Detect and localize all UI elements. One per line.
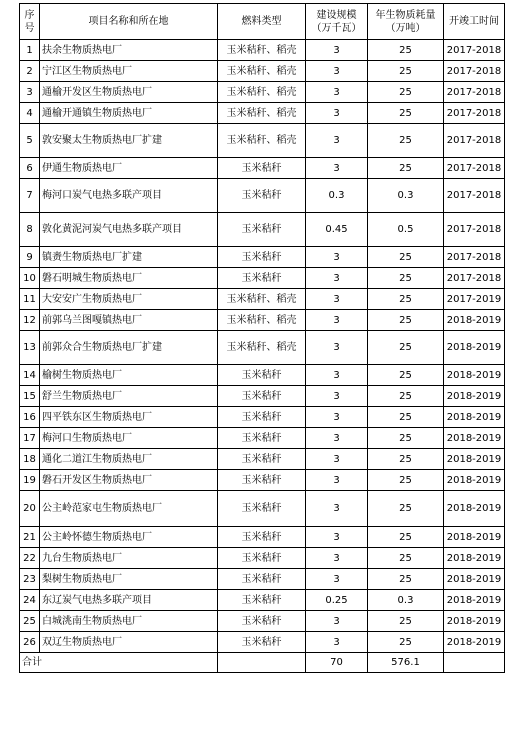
row-scale: 3 [306, 247, 368, 268]
row-period: 2017-2018 [444, 61, 505, 82]
row-name: 白城洮南生物质热电厂 [40, 611, 218, 632]
row-fuel: 玉米秸秆 [218, 428, 306, 449]
row-fuel: 玉米秸秆 [218, 247, 306, 268]
table-row [20, 268, 505, 289]
row-consumption: 25 [368, 310, 444, 331]
row-consumption: 25 [368, 61, 444, 82]
total-row [20, 653, 505, 673]
row-name: 扶余生物质热电厂 [40, 40, 218, 61]
row-period: 2018-2019 [444, 365, 505, 386]
row-scale: 0.45 [306, 213, 368, 247]
table-row [20, 491, 505, 527]
row-fuel: 玉米秸秆 [218, 213, 306, 247]
row-consumption: 25 [368, 331, 444, 365]
row-fuel: 玉米秸秆 [218, 407, 306, 428]
table-row [20, 40, 505, 61]
row-period: 2017-2018 [444, 158, 505, 179]
row-fuel: 玉米秸秆 [218, 449, 306, 470]
table-row [20, 386, 505, 407]
table-header-row [20, 4, 505, 40]
row-name: 镇赉生物质热电厂扩建 [40, 247, 218, 268]
table-row [20, 310, 505, 331]
row-name: 梅河口生物质热电厂 [40, 428, 218, 449]
row-scale: 3 [306, 569, 368, 590]
row-consumption: 25 [368, 449, 444, 470]
row-no: 19 [20, 470, 40, 491]
row-no: 21 [20, 527, 40, 548]
header-period: 开竣工时间 [444, 4, 505, 40]
row-consumption: 25 [368, 470, 444, 491]
table-row [20, 632, 505, 653]
row-consumption: 25 [368, 632, 444, 653]
row-fuel: 玉米秸秆、稻壳 [218, 82, 306, 103]
row-period: 2017-2018 [444, 213, 505, 247]
row-scale: 3 [306, 491, 368, 527]
table-row [20, 82, 505, 103]
row-name: 公主岭怀德生物质热电厂 [40, 527, 218, 548]
row-consumption: 25 [368, 365, 444, 386]
row-fuel: 玉米秸秆 [218, 491, 306, 527]
row-scale: 0.3 [306, 179, 368, 213]
row-fuel: 玉米秸秆、稻壳 [218, 61, 306, 82]
row-no: 25 [20, 611, 40, 632]
row-consumption: 25 [368, 548, 444, 569]
row-scale: 3 [306, 548, 368, 569]
row-period: 2017-2018 [444, 40, 505, 61]
row-consumption: 25 [368, 289, 444, 310]
row-no: 18 [20, 449, 40, 470]
row-name: 梨树生物质热电厂 [40, 569, 218, 590]
row-no: 5 [20, 124, 40, 158]
row-scale: 3 [306, 40, 368, 61]
row-consumption: 0.5 [368, 213, 444, 247]
row-no: 9 [20, 247, 40, 268]
table-row [20, 331, 505, 365]
table-row [20, 449, 505, 470]
row-fuel: 玉米秸秆 [218, 611, 306, 632]
row-period: 2018-2019 [444, 632, 505, 653]
row-consumption: 25 [368, 158, 444, 179]
row-no: 13 [20, 331, 40, 365]
table-row [20, 428, 505, 449]
row-name: 双辽生物质热电厂 [40, 632, 218, 653]
row-period: 2018-2019 [444, 428, 505, 449]
row-period: 2017-2019 [444, 289, 505, 310]
row-consumption: 25 [368, 103, 444, 124]
row-scale: 3 [306, 407, 368, 428]
row-name: 通榆开通镇生物质热电厂 [40, 103, 218, 124]
row-name: 公主岭范家屯生物质热电厂 [40, 491, 218, 527]
row-period: 2018-2019 [444, 386, 505, 407]
header-no: 序号 [20, 4, 40, 40]
header-scale: 建设规模（万千瓦） [306, 4, 368, 40]
row-name: 大安安广生物质热电厂 [40, 289, 218, 310]
row-period: 2017-2018 [444, 124, 505, 158]
row-scale: 3 [306, 268, 368, 289]
table-row [20, 61, 505, 82]
row-consumption: 25 [368, 407, 444, 428]
row-period: 2018-2019 [444, 407, 505, 428]
row-fuel: 玉米秸秆 [218, 158, 306, 179]
row-no: 16 [20, 407, 40, 428]
row-no: 2 [20, 61, 40, 82]
row-fuel: 玉米秸秆 [218, 386, 306, 407]
row-no: 6 [20, 158, 40, 179]
row-name: 东辽炭气电热多联产项目 [40, 590, 218, 611]
row-no: 22 [20, 548, 40, 569]
row-period: 2018-2019 [444, 548, 505, 569]
table-row [20, 289, 505, 310]
row-fuel: 玉米秸秆 [218, 569, 306, 590]
row-scale: 3 [306, 61, 368, 82]
total-label: 合计 [20, 653, 218, 673]
table-row [20, 611, 505, 632]
row-fuel: 玉米秸秆 [218, 527, 306, 548]
row-scale: 3 [306, 310, 368, 331]
row-consumption: 25 [368, 611, 444, 632]
row-consumption: 25 [368, 268, 444, 289]
table-row [20, 590, 505, 611]
row-consumption: 0.3 [368, 590, 444, 611]
row-fuel: 玉米秸秆 [218, 179, 306, 213]
total-period [444, 653, 505, 673]
row-scale: 3 [306, 103, 368, 124]
row-consumption: 0.3 [368, 179, 444, 213]
row-period: 2017-2018 [444, 268, 505, 289]
row-name: 宁江区生物质热电厂 [40, 61, 218, 82]
row-scale: 3 [306, 365, 368, 386]
table-row [20, 179, 505, 213]
row-scale: 3 [306, 386, 368, 407]
row-scale: 0.25 [306, 590, 368, 611]
row-no: 12 [20, 310, 40, 331]
row-scale: 3 [306, 428, 368, 449]
row-period: 2018-2019 [444, 470, 505, 491]
row-period: 2018-2019 [444, 331, 505, 365]
total-fuel [218, 653, 306, 673]
row-period: 2018-2019 [444, 569, 505, 590]
row-name: 敦安聚太生物质热电厂扩建 [40, 124, 218, 158]
header-fuel: 燃料类型 [218, 4, 306, 40]
row-name: 通榆开发区生物质热电厂 [40, 82, 218, 103]
table-row [20, 124, 505, 158]
row-no: 15 [20, 386, 40, 407]
row-name: 梅河口炭气电热多联产项目 [40, 179, 218, 213]
row-consumption: 25 [368, 428, 444, 449]
table-row [20, 213, 505, 247]
row-fuel: 玉米秸秆 [218, 268, 306, 289]
row-no: 8 [20, 213, 40, 247]
row-no: 1 [20, 40, 40, 61]
row-name: 九台生物质热电厂 [40, 548, 218, 569]
row-name: 通化二道江生物质热电厂 [40, 449, 218, 470]
row-fuel: 玉米秸秆 [218, 590, 306, 611]
header-consumption: 年生物质耗量（万吨） [368, 4, 444, 40]
header-name: 项目名称和所在地 [40, 4, 218, 40]
row-period: 2017-2018 [444, 103, 505, 124]
table-row [20, 365, 505, 386]
table-body [20, 40, 505, 653]
project-table [19, 3, 505, 673]
row-fuel: 玉米秸秆 [218, 548, 306, 569]
row-consumption: 25 [368, 491, 444, 527]
row-no: 4 [20, 103, 40, 124]
row-fuel: 玉米秸秆 [218, 470, 306, 491]
row-period: 2018-2019 [444, 611, 505, 632]
row-period: 2018-2019 [444, 491, 505, 527]
row-fuel: 玉米秸秆 [218, 365, 306, 386]
row-no: 7 [20, 179, 40, 213]
table-row [20, 247, 505, 268]
row-no: 20 [20, 491, 40, 527]
row-period: 2018-2019 [444, 449, 505, 470]
row-consumption: 25 [368, 40, 444, 61]
row-name: 前郭乌兰图嘎镇热电厂 [40, 310, 218, 331]
row-consumption: 25 [368, 247, 444, 268]
row-fuel: 玉米秸秆、稻壳 [218, 40, 306, 61]
row-no: 26 [20, 632, 40, 653]
row-name: 四平铁东区生物质热电厂 [40, 407, 218, 428]
row-period: 2017-2018 [444, 82, 505, 103]
row-no: 17 [20, 428, 40, 449]
row-scale: 3 [306, 289, 368, 310]
row-name: 舒兰生物质热电厂 [40, 386, 218, 407]
table-row [20, 158, 505, 179]
table-row [20, 470, 505, 491]
table-row [20, 407, 505, 428]
row-period: 2018-2019 [444, 310, 505, 331]
table-row [20, 103, 505, 124]
row-period: 2017-2018 [444, 247, 505, 268]
total-scale: 70 [306, 653, 368, 673]
row-name: 榆树生物质热电厂 [40, 365, 218, 386]
row-fuel: 玉米秸秆、稻壳 [218, 310, 306, 331]
row-fuel: 玉米秸秆、稻壳 [218, 124, 306, 158]
row-name: 磐石明城生物质热电厂 [40, 268, 218, 289]
row-scale: 3 [306, 470, 368, 491]
row-scale: 3 [306, 449, 368, 470]
row-consumption: 25 [368, 527, 444, 548]
row-period: 2018-2019 [444, 527, 505, 548]
row-name: 磐石开发区生物质热电厂 [40, 470, 218, 491]
table-row [20, 527, 505, 548]
table-row [20, 548, 505, 569]
row-no: 10 [20, 268, 40, 289]
row-scale: 3 [306, 611, 368, 632]
row-period: 2018-2019 [444, 590, 505, 611]
row-no: 11 [20, 289, 40, 310]
row-consumption: 25 [368, 82, 444, 103]
total-consumption: 576.1 [368, 653, 444, 673]
row-scale: 3 [306, 124, 368, 158]
row-no: 3 [20, 82, 40, 103]
row-name: 敦化黄泥河炭气电热多联产项目 [40, 213, 218, 247]
row-period: 2017-2018 [444, 179, 505, 213]
row-consumption: 25 [368, 386, 444, 407]
row-consumption: 25 [368, 124, 444, 158]
row-scale: 3 [306, 82, 368, 103]
row-name: 伊通生物质热电厂 [40, 158, 218, 179]
row-fuel: 玉米秸秆、稻壳 [218, 289, 306, 310]
row-no: 24 [20, 590, 40, 611]
row-scale: 3 [306, 331, 368, 365]
row-fuel: 玉米秸秆 [218, 632, 306, 653]
row-no: 14 [20, 365, 40, 386]
row-no: 23 [20, 569, 40, 590]
row-fuel: 玉米秸秆、稻壳 [218, 103, 306, 124]
table-row [20, 569, 505, 590]
row-consumption: 25 [368, 569, 444, 590]
row-scale: 3 [306, 158, 368, 179]
row-scale: 3 [306, 632, 368, 653]
row-fuel: 玉米秸秆、稻壳 [218, 331, 306, 365]
row-scale: 3 [306, 527, 368, 548]
row-name: 前郭众合生物质热电厂扩建 [40, 331, 218, 365]
